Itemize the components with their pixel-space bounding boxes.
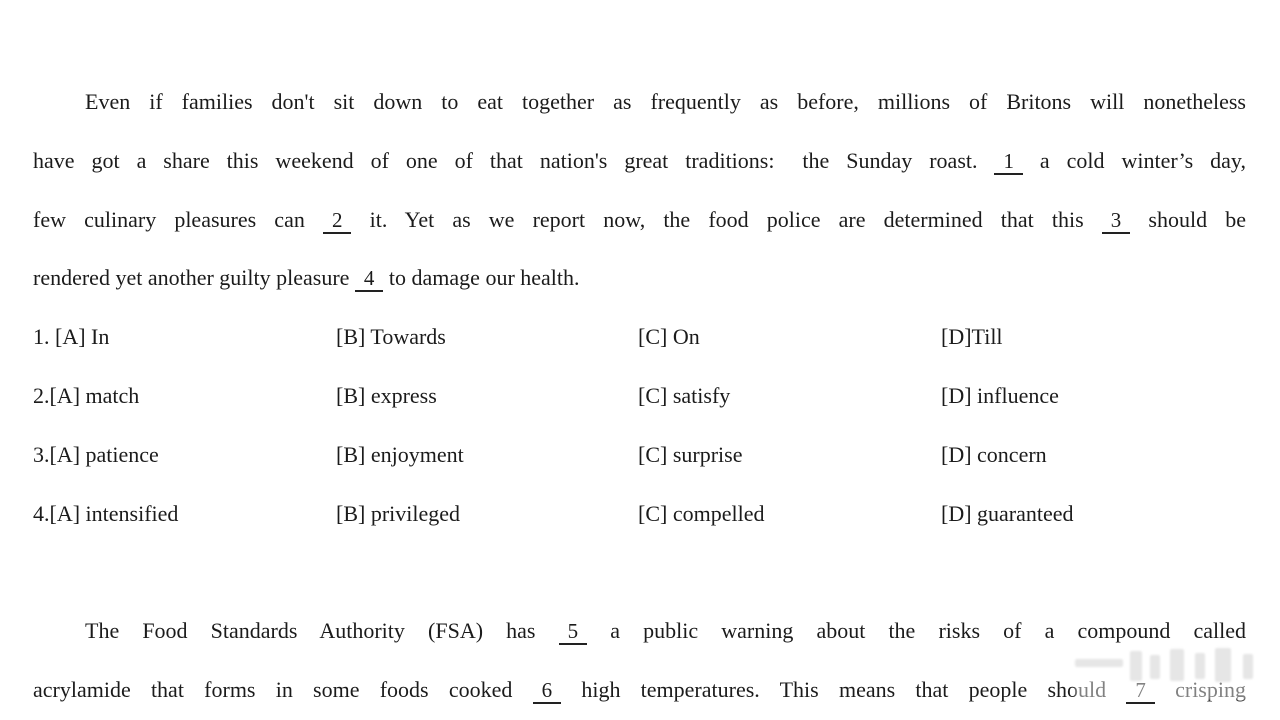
option-4-b: [B] privileged bbox=[336, 500, 461, 526]
blank-7: 7 bbox=[1126, 678, 1155, 704]
passage-2 bbox=[33, 602, 1246, 720]
option-3-c: [C] surprise bbox=[638, 441, 743, 467]
blank-4: 4 bbox=[355, 266, 384, 292]
passage-line: few culinary pleasures can 2 it. Yet as we report now, the food police are determined that this 3 should be bbox=[33, 206, 1246, 232]
option-2-d: [D] influence bbox=[941, 382, 1059, 408]
option-4-d: [D] guaranteed bbox=[941, 500, 1074, 526]
option-4-a: 4.[A] intensified bbox=[33, 500, 179, 526]
option-1-b: [B] Towards bbox=[336, 324, 446, 350]
option-4-c: [C] compelled bbox=[638, 500, 765, 526]
option-3-b: [B] enjoyment bbox=[336, 441, 464, 467]
blank-2: 2 bbox=[323, 208, 352, 234]
option-2-b: [B] express bbox=[336, 382, 437, 408]
option-2-c: [C] satisfy bbox=[638, 382, 731, 408]
blank-1: 1 bbox=[994, 149, 1023, 175]
passage-line: Even if families don't sit down to eat together as frequently as before, millions of Britons will nonetheless bbox=[85, 89, 1246, 114]
option-1-d: [D]Till bbox=[941, 324, 1003, 350]
blank-3: 3 bbox=[1102, 208, 1131, 234]
passage-line: have got a share this weekend of one of that nation's great traditions: the Sunday roast. 1 a cold winter’s day, bbox=[33, 147, 1246, 173]
passage-line: rendered yet another guilty pleasure 4 to damage our health. bbox=[33, 265, 580, 291]
option-3-d: [D] concern bbox=[941, 441, 1047, 467]
passage-line: acrylamide that forms in some foods cooked 6 high temperatures. This means that people should 7 crisping bbox=[33, 676, 1246, 702]
blank-5: 5 bbox=[559, 619, 588, 645]
options-grid bbox=[33, 308, 1246, 543]
blank-gap bbox=[33, 543, 1246, 602]
option-2-a: 2.[A] match bbox=[33, 382, 140, 408]
passage-1 bbox=[33, 73, 1246, 308]
option-3-a: 3.[A] patience bbox=[33, 441, 159, 467]
blank-6: 6 bbox=[533, 678, 562, 704]
option-1-a: 1. [A] In bbox=[33, 324, 110, 350]
passage-line: The Food Standards Authority (FSA) has 5 a public warning about the risks of a compound called bbox=[85, 618, 1246, 644]
option-1-c: [C] On bbox=[638, 324, 700, 350]
